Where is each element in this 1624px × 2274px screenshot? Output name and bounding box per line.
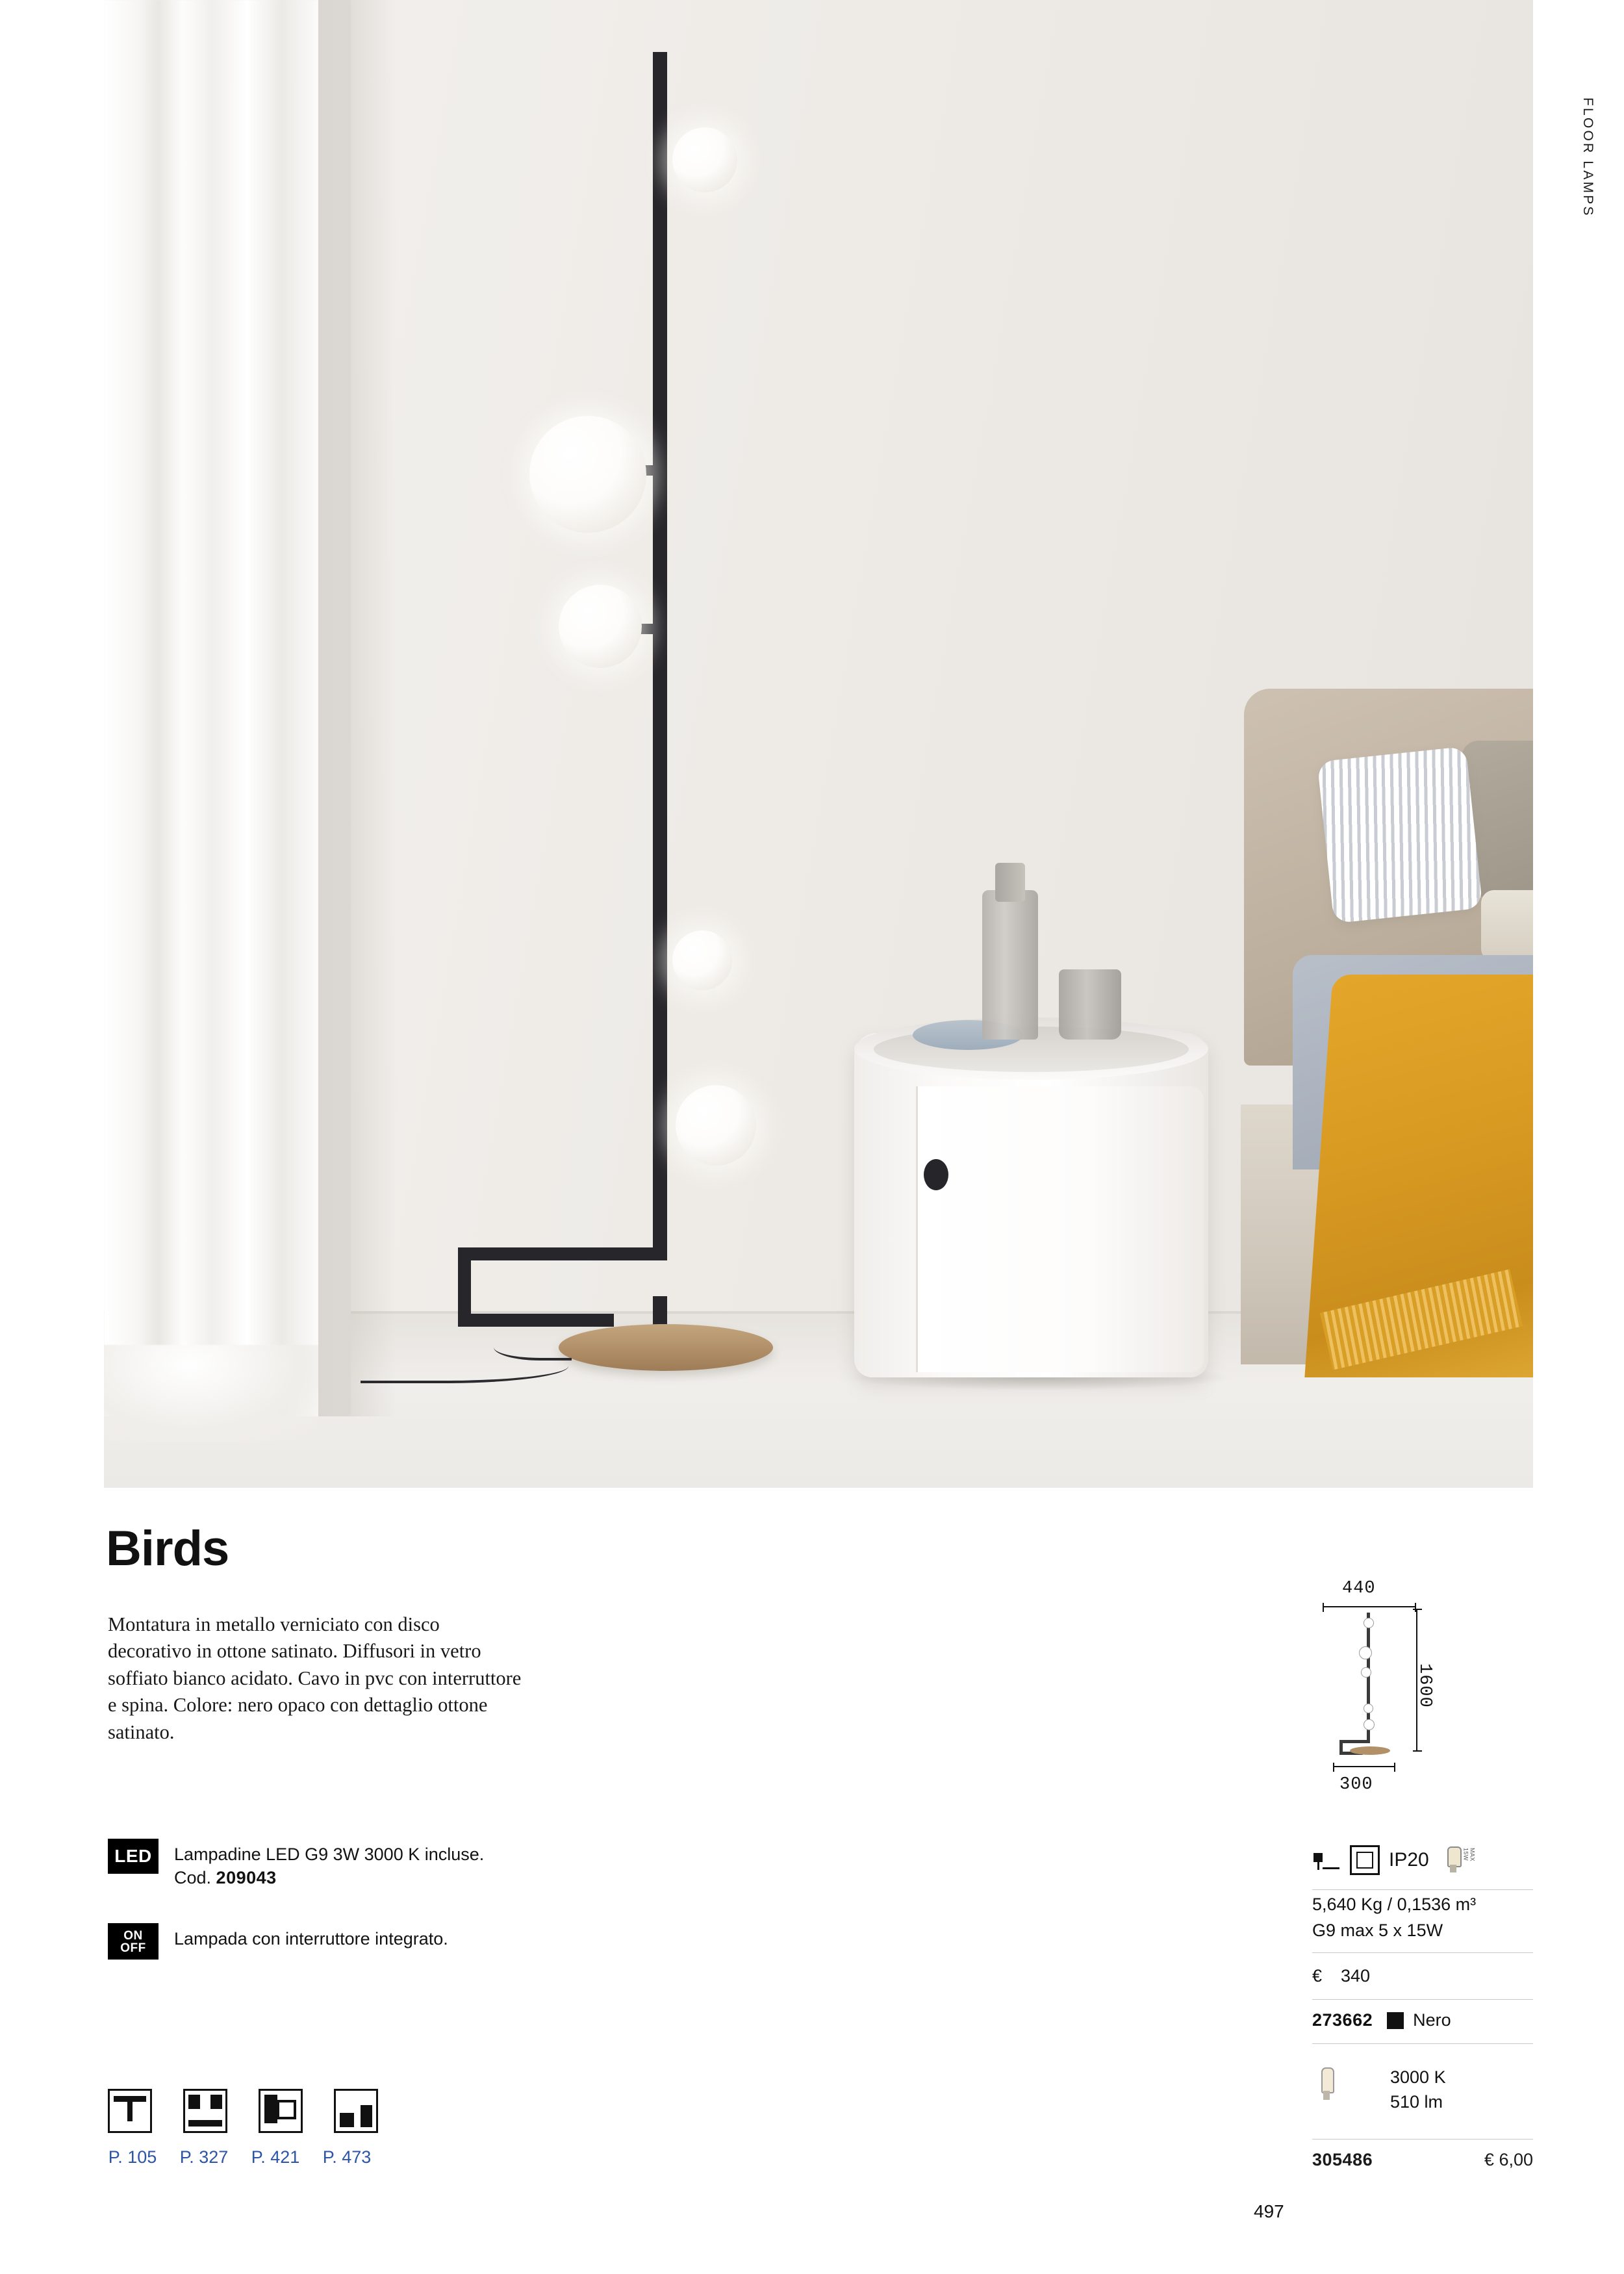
lamp-globe-2 [529,416,646,533]
onoff-label-on: ON [123,1929,143,1943]
switch-badge-row [108,1923,448,1960]
bulb-price [1484,2150,1533,2170]
mini-lamp-disc [1350,1746,1390,1755]
dimension-width-label: 440 [1342,1579,1376,1598]
wall-ceiling-icon[interactable] [108,2089,152,2133]
floor-mount-icon [1312,1849,1341,1871]
table-lamp-icon[interactable] [259,2089,303,2133]
lamp-brass-disc [559,1324,773,1371]
lamp-stem [653,52,667,1260]
product-code-line [1312,2008,1533,2044]
curtain-shadow [318,0,396,1416]
link-page-421[interactable]: P. 421 [251,2147,300,2167]
mini-globe-5 [1364,1719,1375,1730]
dimension-diagram [1312,1579,1533,1813]
led-badge-text [174,1839,484,1890]
related-category-pictograms [108,2089,378,2133]
led-code-prefix: Cod. [174,1868,216,1888]
link-page-105[interactable]: P. 105 [108,2147,157,2167]
nightstand-door [916,1086,1204,1372]
price-line [1312,1963,1533,2000]
lamp-globe-4 [672,930,732,990]
weight-volume-line: 5,640 Kg / 0,1536 m³ [1312,1895,1477,1914]
link-page-473[interactable]: P. 473 [322,2147,372,2167]
lamp-globe-1 [672,127,737,192]
led-badge-line2 [174,1866,484,1889]
section-tab-floor-lamps: FLOOR LAMPS [1580,97,1595,218]
lamp-globe-5 [676,1085,756,1166]
price-value: 340 [1341,1966,1371,1986]
bulb-code: 305486 [1312,2150,1373,2169]
dimension-width-line [1323,1606,1416,1607]
price-currency: € [1312,1966,1323,1986]
led-code-value: 209043 [216,1868,277,1888]
mini-globe-3 [1361,1667,1371,1678]
product-description: Montatura in metallo verniciato con disco decorativo in ottone satinato. Diffusori in vetro soffiato bianco acidato. Cavo in pvc con interruttore e spina. Colore: nero opaco con dettaglio ottone satinato. [108,1613,522,1743]
page-number: 497 [1254,2201,1284,2221]
dimension-drawing [1312,1579,1533,1813]
pillow-beige [1481,890,1533,962]
onoff-badge-icon [108,1923,159,1960]
bulb-info-block [1312,2065,1533,2115]
link-page-327[interactable]: P. 327 [179,2147,229,2167]
onoff-label-off: OFF [120,1941,146,1955]
lamp-foot-horizontal [458,1247,667,1260]
g9-bulb-icon [1445,1846,1476,1874]
ip-rating-label: IP20 [1389,1849,1429,1871]
nightstand-knob [924,1159,948,1190]
bulb-code-price-line [1312,2139,1533,2170]
glass-bottle [982,890,1038,1040]
product-code: 273662 [1312,2010,1373,2030]
mini-globe-2 [1359,1646,1372,1659]
bulb-specs [1390,2065,1446,2115]
bulb-price-currency: € [1484,2150,1494,2169]
led-badge-icon: LED [108,1839,159,1874]
bulb-lumen: 510 lm [1390,2092,1443,2112]
color-swatch [1387,2012,1404,2029]
led-badge-line1: Lampadine LED G9 3W 3000 K incluse. [174,1845,485,1864]
mini-globe-1 [1364,1618,1374,1628]
dimension-height-label: 1600 [1415,1663,1434,1708]
dimension-depth-line [1333,1766,1395,1767]
curtain [104,0,351,1416]
lamp-foot-bottom [458,1314,614,1327]
switch-badge-text: Lampada con interruttore integrato. [174,1929,448,1948]
suspension-icon[interactable] [183,2089,227,2133]
product-title: Birds [106,1521,229,1576]
glass-bottle-neck [995,863,1025,902]
product-hero-photo [104,0,1533,1488]
lamp-globe-3 [559,585,642,668]
pillow-striped [1317,747,1483,924]
class-ii-icon [1350,1845,1380,1875]
lamp-socket-line: G9 max 5 x 15W [1312,1918,1533,1953]
dimension-depth-label: 300 [1339,1775,1373,1795]
bulb-price-value: 6,00 [1499,2150,1533,2169]
bulb-temperature: 3000 K [1390,2067,1446,2087]
led-badge-row [108,1839,484,1890]
bulb-product-icon [1316,2067,1338,2106]
technical-icons-row [1312,1845,1533,1890]
drinking-glass [1059,969,1121,1040]
mini-globe-4 [1364,1704,1373,1713]
mini-lamp-foot [1339,1740,1370,1743]
bulb-max-watt-label: MAX 15W [1462,1848,1476,1862]
floor-lamp-icon[interactable] [334,2089,378,2133]
color-name: Nero [1413,2010,1451,2030]
related-category-links [104,2147,375,2167]
